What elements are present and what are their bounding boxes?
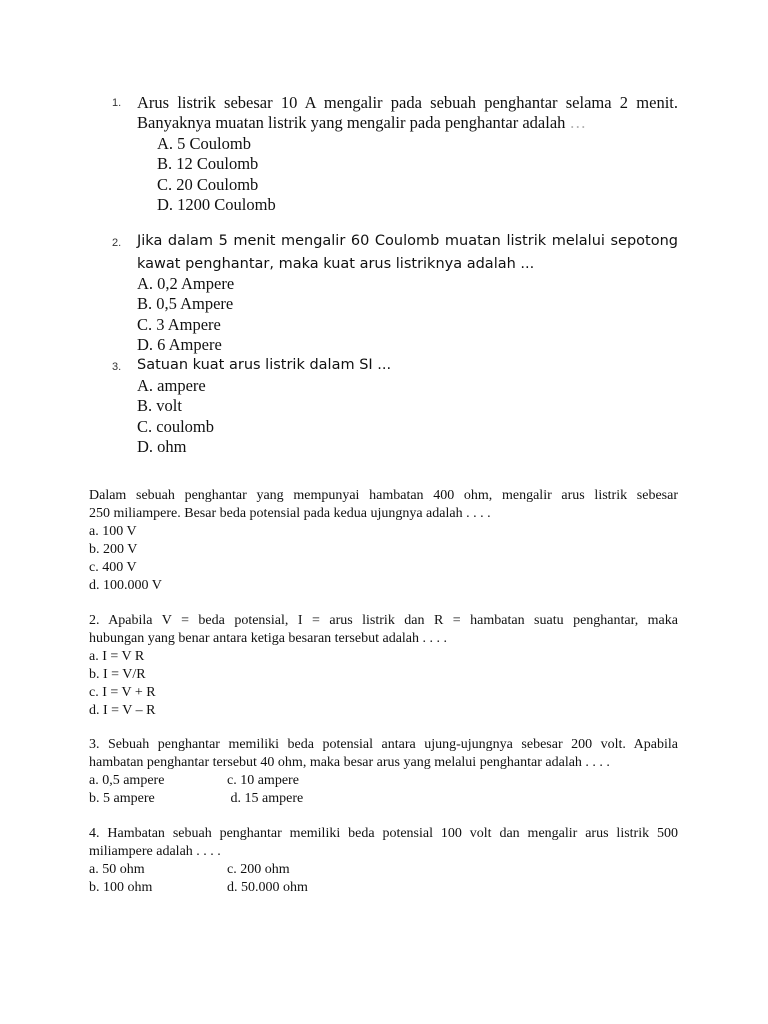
- question-2-options: [137, 274, 234, 355]
- question-3-text: [137, 354, 678, 377]
- option: c. 10 ampere: [227, 773, 299, 788]
- option: d. 100.000 V: [89, 578, 162, 593]
- option: B. 12 Coulomb: [157, 154, 259, 174]
- option: D. 1200 Coulomb: [157, 194, 276, 214]
- question-3-options: [137, 376, 214, 457]
- option: a. 0,5 ampere: [89, 773, 165, 788]
- question-number: 2.: [112, 237, 122, 249]
- question-line: Satuan kuat arus listrik dalam SI ...: [137, 357, 392, 373]
- option: d. I = V – R: [89, 703, 156, 718]
- question-1-options: [157, 134, 276, 215]
- option: D. ohm: [137, 436, 187, 456]
- option: b. I = V/R: [89, 667, 146, 682]
- question-line: Dalam sebuah penghantar yang mempunyai hambatan 400 ohm, mengalir arus listrik sebesar: [89, 488, 678, 503]
- option: a. 50 ohm: [89, 862, 145, 877]
- option-row: [89, 879, 678, 897]
- question-line: miliampere adalah . . . .: [89, 844, 221, 859]
- option: B. 0,5 Ampere: [137, 294, 234, 314]
- part2-question-4: [89, 825, 678, 897]
- ellipsis: …: [569, 113, 587, 132]
- question-1-text: [137, 93, 678, 133]
- option: C. 20 Coulomb: [157, 174, 259, 194]
- question-number: 1.: [112, 97, 122, 109]
- option-row: [89, 790, 678, 808]
- option: c. 200 ohm: [227, 862, 290, 877]
- option: C. 3 Ampere: [137, 314, 221, 334]
- question-line: 2. Apabila V = beda potensial, I = arus listrik dan R = hambatan suatu penghantar, maka: [89, 613, 678, 628]
- question-number: 3.: [112, 361, 122, 373]
- question-line: kawat penghantar, maka kuat arus listriknya adalah ...: [137, 256, 535, 272]
- question-line: hubungan yang benar antara ketiga besaran tersebut adalah . . . .: [89, 631, 448, 646]
- option: b. 5 ampere: [89, 791, 155, 806]
- part2-question-1: [89, 487, 678, 595]
- option: a. I = V R: [89, 649, 145, 664]
- question-2-text: [137, 230, 678, 276]
- option-row: [89, 861, 678, 879]
- option: c. 400 V: [89, 560, 137, 575]
- option: c. I = V + R: [89, 685, 156, 700]
- option: d. 15 ampere: [227, 791, 304, 806]
- option: b. 100 ohm: [89, 880, 153, 895]
- question-line: 3. Sebuah penghantar memiliki beda potensial antara ujung-ujungnya sebesar 200 volt. Apabila: [89, 737, 678, 752]
- part2-question-3: [89, 736, 678, 808]
- option: A. ampere: [137, 376, 206, 395]
- option: C. coulomb: [137, 416, 214, 436]
- question-line: Arus listrik sebesar 10 A mengalir pada sebuah penghantar selama 2 menit.: [137, 93, 678, 112]
- question-line: hambatan penghantar tersebut 40 ohm, maka besar arus yang melalui penghantar adalah . . . .: [89, 755, 610, 770]
- option: A. 0,2 Ampere: [137, 274, 235, 293]
- option: D. 6 Ampere: [137, 334, 222, 354]
- question-line: Jika dalam 5 menit mengalir 60 Coulomb muatan listrik melalui sepotong: [137, 233, 678, 249]
- option: b. 200 V: [89, 542, 138, 557]
- option: A. 5 Coulomb: [157, 134, 251, 153]
- question-line: 250 miliampere. Besar beda potensial pada kedua ujungnya adalah . . . .: [89, 506, 491, 521]
- option: a. 100 V: [89, 524, 137, 539]
- option: d. 50.000 ohm: [227, 880, 308, 895]
- option: B. volt: [137, 396, 182, 416]
- question-line: Banyaknya muatan listrik yang mengalir pada penghantar adalah: [137, 113, 566, 132]
- part2-question-2: [89, 612, 678, 720]
- option-row: [89, 772, 678, 790]
- question-line: 4. Hambatan sebuah penghantar memiliki beda potensial 100 volt dan mengalir arus listrik 500: [89, 826, 678, 841]
